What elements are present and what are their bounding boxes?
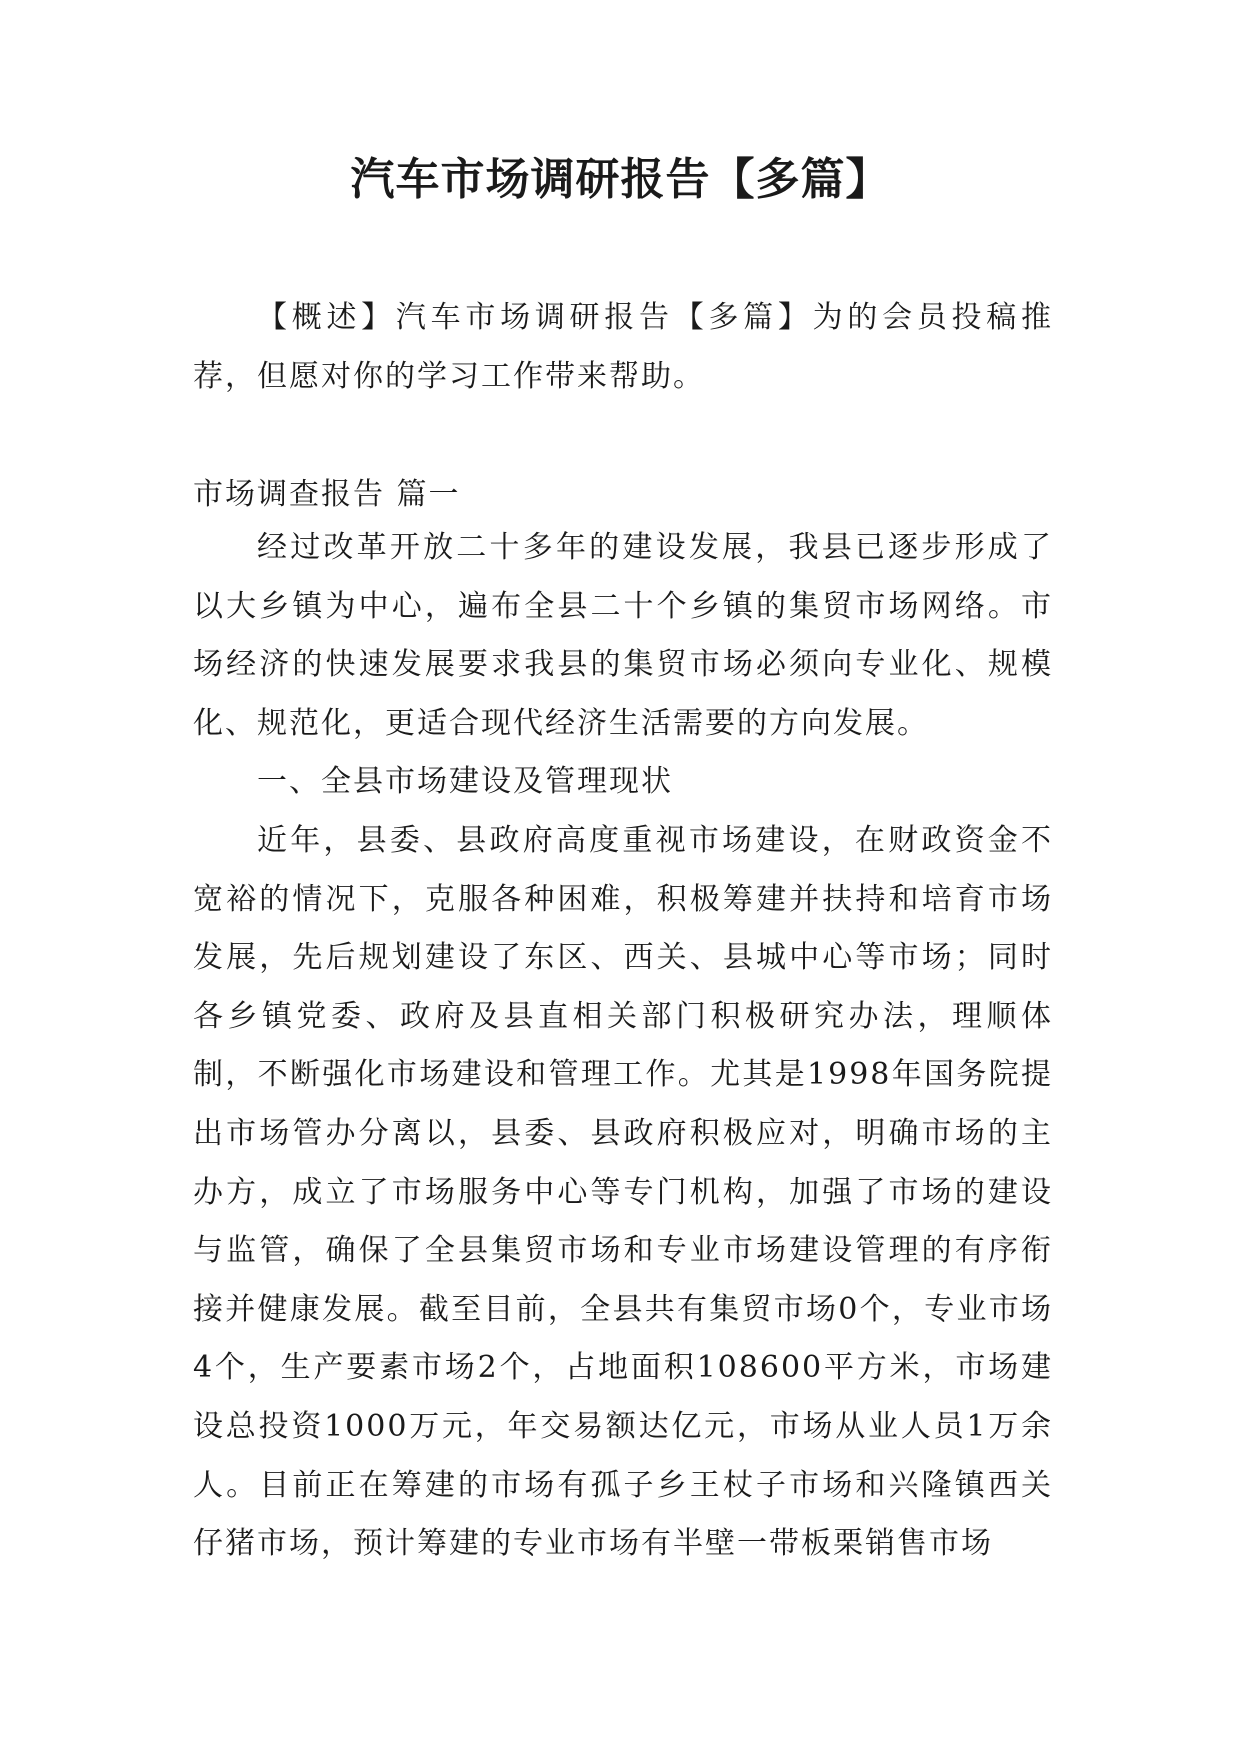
body-content [193,519,1053,1574]
section-heading: 市场调查报告 篇一 [193,477,461,512]
document-title: 汽车市场调研报告【多篇】 [350,154,891,205]
summary-paragraph: 【概述】汽车市场调研报告【多篇】为的会员投稿推荐，但愿对你的学习工作带来帮助。 [193,300,1053,394]
body-paragraph: 近年，县委、县政府高度重视市场建设，在财政资金不宽裕的情况下，克服各种困难，积极筹建并扶持和培育市场发展，先后规划建设了东区、西关、县城中心等市场；同时各乡镇党委、政府及县直相关部门积极研究办法，理顺体制，不断强化市场建设和管理工作。尤其是1998年国务院提出市场管办分离以，县委、县政府积极应对，明确市场的主办方，成立了市场服务中心等专门机构，加强了市场的建设与监管，确保了全县集贸市场和专业市场建设管理的有序衔接并健康发展。截至目前，全县共有集贸市场0个，专业市场4个，生产要素市场2个，占地面积108600平方米，市场建设总投资1000万元，年交易额达亿元，市场从业人员1万余人。目前正在筹建的市场有孤子乡王杖子市场和兴隆镇西关仔猪市场，预计筹建的专业市场有半壁一带板栗销售市场 [193,822,1053,1562]
body-paragraph: 经过改革开放二十多年的建设发展，我县已逐步形成了以大乡镇为中心，遍布全县二十个乡镇的集贸市场网络。市场经济的快速发展要求我县的集贸市场必须向专业化、规模化、规范化，更适合现代经济生活需要的方向发展。 [193,530,1053,741]
subheading-paragraph: 一、全县市场建设及管理现状 [257,764,673,800]
